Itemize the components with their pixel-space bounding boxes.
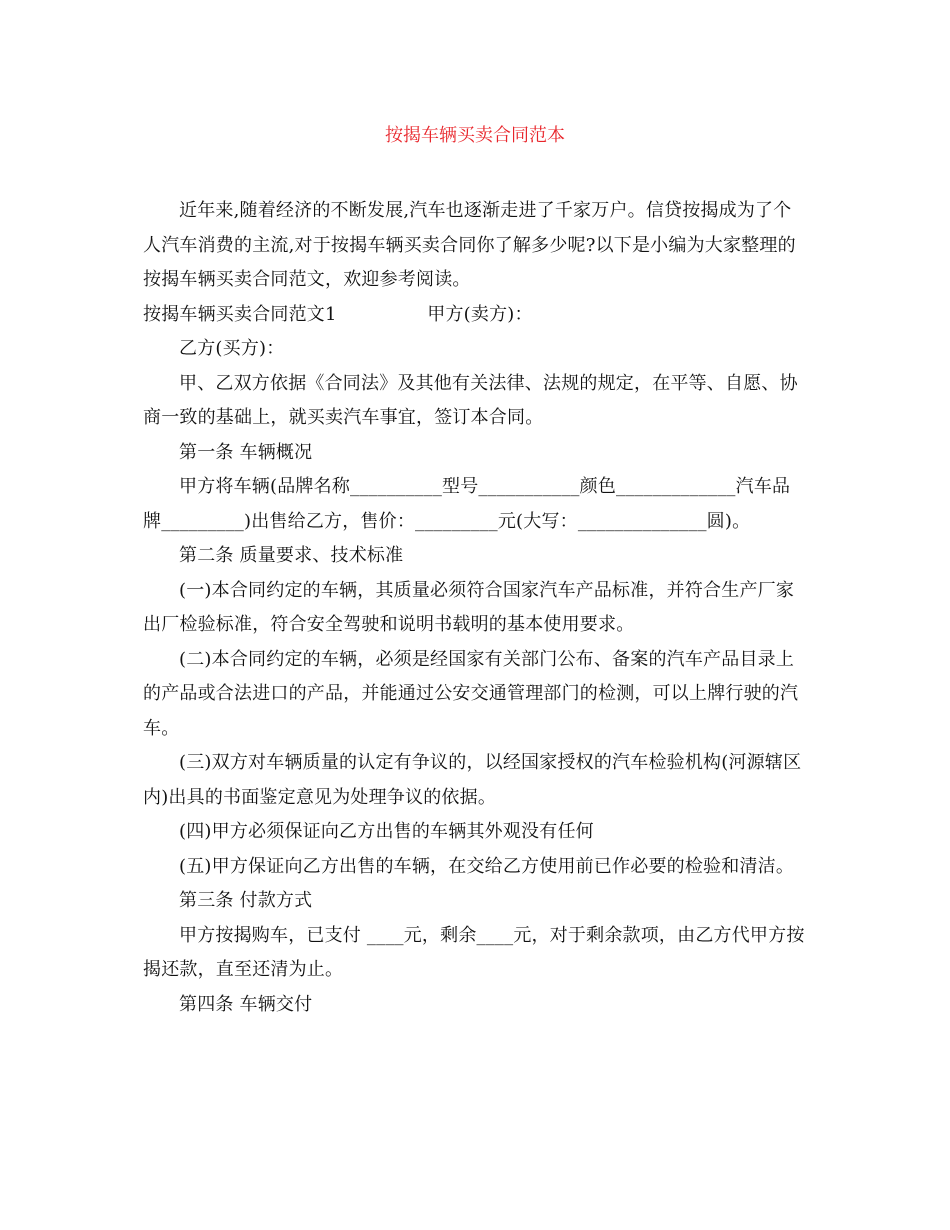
paragraph: 甲方将车辆(品牌名称__________型号___________颜色_____________汽车品牌_________)出售给乙方，售价：_________元(大写：______________圆)。: [143, 476, 791, 532]
paragraph: (三)双方对车辆质量的认定有争议的，以经国家授权的汽车检验机构(河源辖区内)出具的书面鉴定意见为处理争议的依据。: [143, 752, 802, 808]
paragraph: 甲方按揭购车，已支付 ____元，剩余____元，对于剩余款项，由乙方代甲方按揭还款，直至还清为止。: [143, 924, 805, 980]
paragraph: 乙方(买方)：: [179, 338, 285, 359]
paragraph: 第四条 车辆交付: [179, 993, 313, 1015]
paragraph: 近年来,随着经济的不断发展,汽车也逐渐走进了千家万户。信贷按揭成为了个人汽车消费的主流,对于按揭车辆买卖合同你了解多少呢?以下是小编为大家整理的按揭车辆买卖合同范文，欢迎参考阅读。: [143, 200, 796, 290]
paragraph: 第三条 付款方式: [179, 890, 313, 911]
paragraph: 甲、乙双方依据《合同法》及其他有关法律、法规的规定，在平等、自愿、协商一致的基础上，就买卖汽车事宜，签订本合同。: [143, 372, 798, 428]
paragraph: (二)本合同约定的车辆，必须是经国家有关部门公布、备案的汽车产品目录上的产品或合法进口的产品，并能通过公安交通管理部门的检测，可以上牌行驶的汽车。: [143, 648, 799, 739]
paragraph: 按揭车辆买卖合同范文1 甲方(卖方)：: [143, 303, 533, 325]
document-body: [143, 194, 808, 1022]
paragraph: 第二条 质量要求、技术标准: [179, 545, 404, 566]
document-title: 按揭车辆买卖合同范本: [385, 125, 565, 146]
paragraph: (四)甲方必须保证向乙方出售的车辆其外观没有任何: [179, 821, 594, 842]
paragraph: (五)甲方保证向乙方出售的车辆，在交给乙方使用前已作必要的检验和清洁。: [179, 855, 795, 877]
paragraph: 第一条 车辆概况: [179, 441, 313, 463]
paragraph: (一)本合同约定的车辆，其质量必须符合国家汽车产品标准，并符合生产厂家出厂检验标准，符合安全驾驶和说明书载明的基本使用要求。: [143, 579, 795, 635]
